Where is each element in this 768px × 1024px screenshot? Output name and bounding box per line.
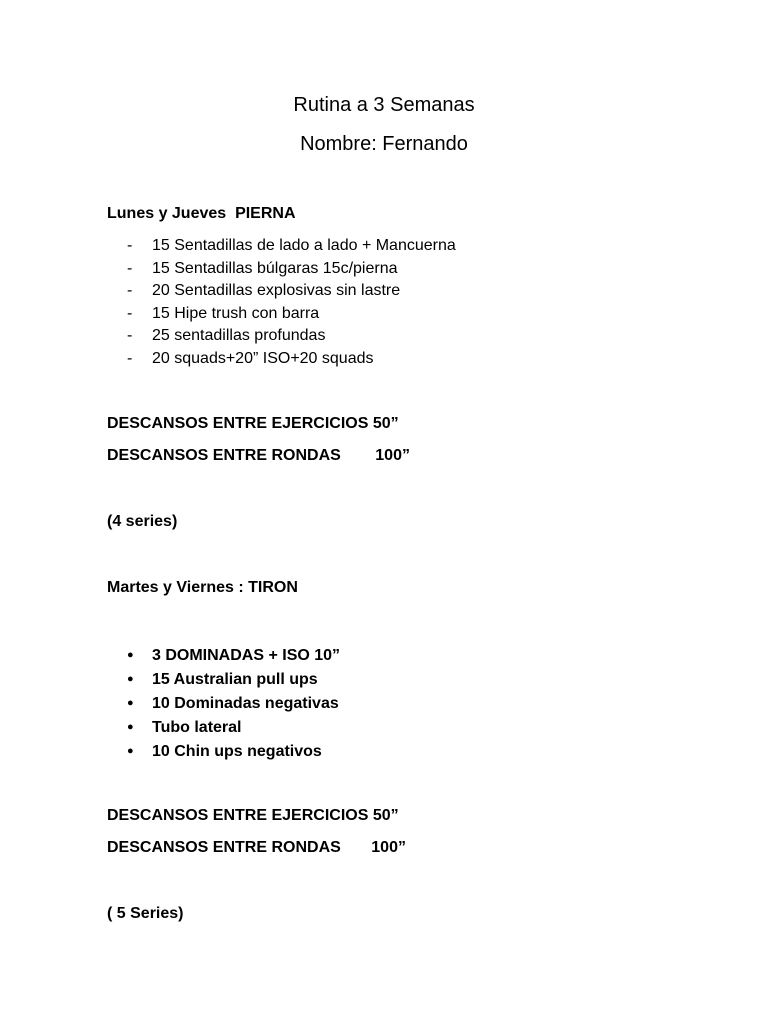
section1-exercise-list (127, 235, 456, 370)
bullet-marker: ● (127, 745, 134, 757)
section2-series: ( 5 Series) (107, 905, 184, 922)
rest-rounds-value: 100” (375, 447, 410, 464)
rest-exercises-value: 50” (372, 415, 399, 432)
list-item: - 15 Sentadillas búlgaras 15c/pierna (127, 258, 456, 281)
list-item: ● 15 Australian pull ups (127, 668, 340, 692)
list-item: - 25 sentadillas profundas (127, 325, 456, 348)
rest-exercises-label: DESCANSOS ENTRE EJERCICIOS (107, 807, 369, 824)
list-item: - 15 Hipe trush con barra (127, 303, 456, 326)
list-item: ● 10 Chin ups negativos (127, 740, 340, 764)
section2-heading: Martes y Viernes : TIRON (107, 579, 298, 596)
dash-marker: - (127, 304, 133, 322)
document-title: Rutina a 3 Semanas (293, 94, 475, 116)
dash-marker: - (127, 327, 133, 344)
list-item: ● 3 DOMINADAS + ISO 10” (127, 644, 340, 668)
section2-rest-exercises (107, 806, 399, 826)
section1-heading-focus: PIERNA (235, 205, 296, 222)
section1-rest-exercises (107, 414, 399, 434)
list-item: - 15 Sentadillas de lado a lado + Mancuerna (127, 235, 456, 258)
section2-rest-rounds (107, 838, 406, 858)
rest-rounds-label: DESCANSOS ENTRE RONDAS (107, 447, 341, 464)
list-item: - 20 squads+20” ISO+20 squads (127, 348, 456, 371)
section1-rest-rounds (107, 446, 410, 466)
dash-marker: - (127, 259, 133, 277)
rest-rounds-value: 100” (371, 839, 406, 856)
section1-series: (4 series) (107, 513, 178, 530)
list-item: - 20 Sentadillas explosivas sin lastre (127, 280, 456, 303)
bullet-marker: ● (127, 673, 134, 685)
document-subtitle: Nombre: Fernando (300, 133, 468, 155)
dash-marker: - (127, 282, 133, 299)
dash-marker: - (127, 237, 133, 254)
bullet-marker: ● (127, 721, 134, 733)
section2-exercise-list (127, 644, 340, 764)
rest-rounds-label: DESCANSOS ENTRE RONDAS (107, 839, 341, 856)
dash-marker: - (127, 349, 133, 367)
section1-heading (107, 204, 296, 224)
bullet-marker: ● (127, 697, 134, 709)
list-item: ● 10 Dominadas negativas (127, 692, 340, 716)
section1-heading-days: Lunes y Jueves (107, 205, 227, 222)
rest-exercises-label: DESCANSOS ENTRE EJERCICIOS (107, 415, 369, 432)
rest-exercises-value: 50” (372, 807, 399, 824)
bullet-marker: ● (127, 649, 134, 661)
list-item: ● Tubo lateral (127, 716, 340, 740)
